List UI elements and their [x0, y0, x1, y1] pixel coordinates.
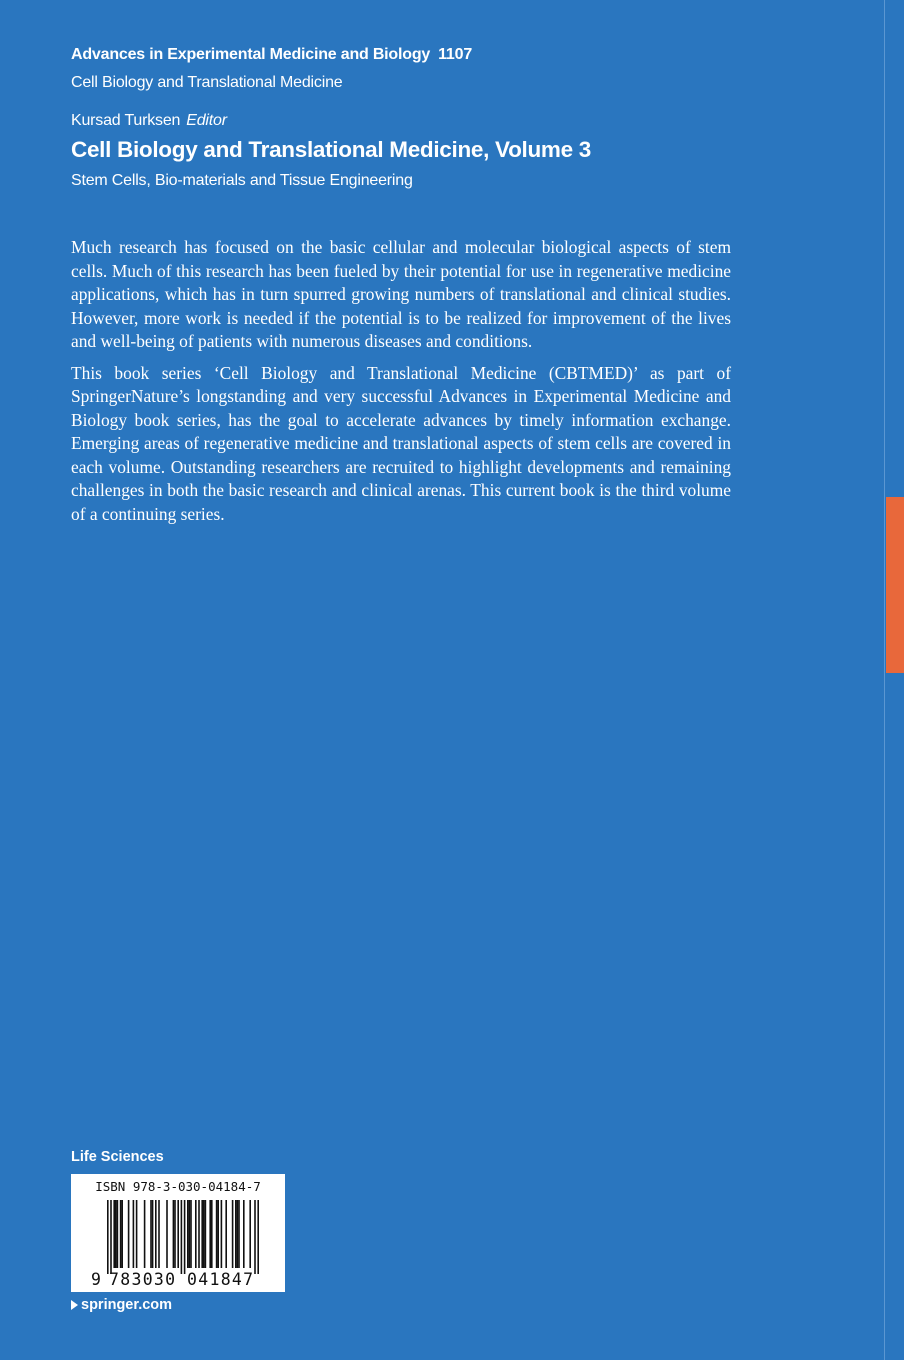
barcode-bars — [71, 1198, 285, 1274]
isbn-barcode — [71, 1174, 285, 1292]
barcode-bar — [136, 1200, 138, 1268]
series-volume-number: 1107 — [438, 46, 473, 63]
editor-role: Editor — [186, 112, 227, 129]
barcode-bar — [238, 1200, 240, 1268]
barcode-bar — [243, 1200, 245, 1268]
book-description — [71, 236, 731, 534]
barcode-bar — [217, 1200, 219, 1268]
barcode-bar — [190, 1200, 192, 1268]
barcode-bar — [201, 1200, 203, 1268]
series-heading — [71, 46, 472, 64]
barcode-bar — [152, 1200, 154, 1268]
barcode-bar — [120, 1200, 122, 1268]
publisher-url[interactable]: springer.com — [81, 1297, 173, 1313]
editor-name: Kursad Turksen — [71, 112, 181, 129]
barcode-bar — [237, 1200, 239, 1268]
barcode-guard-bar — [184, 1200, 186, 1274]
barcode-bar — [158, 1200, 160, 1268]
barcode-bar — [187, 1200, 189, 1268]
orange-edge-tab — [886, 497, 904, 673]
barcode-bar — [117, 1200, 119, 1268]
editor-credit — [71, 112, 227, 130]
barcode-guard-bar — [107, 1200, 109, 1274]
barcode-bar — [235, 1200, 237, 1268]
description-paragraph: Much research has focused on the basic cellular and molecular biological aspects of stem cells. Much of this research has been fueled by their potential for use in regenerative medicine applications, which has in turn spurred growing numbers of translational and clinical studies. However, more work is needed if the potential is to be realized for improvement of the lives and well-being of patients with numerous diseases and conditions. — [71, 237, 731, 351]
barcode-bar — [216, 1200, 218, 1268]
barcode-bar — [115, 1200, 117, 1268]
subject-category: Life Sciences — [71, 1149, 164, 1165]
book-subtitle: Stem Cells, Bio-materials and Tissue Engineering — [71, 172, 413, 189]
book-title: Cell Biology and Translational Medicine, Volume 3 — [71, 137, 591, 162]
barcode-bar — [198, 1200, 200, 1268]
spine-edge-line — [884, 0, 885, 1360]
barcode-guard-bar — [254, 1200, 256, 1274]
barcode-bar — [189, 1200, 191, 1268]
barcode-bar — [173, 1200, 175, 1268]
barcode-bar — [225, 1200, 227, 1268]
ean-first-digit: 9 — [91, 1270, 101, 1289]
barcode-bar — [166, 1200, 168, 1268]
barcode-bar — [121, 1200, 123, 1268]
barcode-bar — [144, 1200, 146, 1268]
arrow-right-icon — [71, 1300, 78, 1310]
barcode-bar — [211, 1200, 213, 1268]
barcode-bar — [203, 1200, 205, 1268]
barcode-bar — [195, 1200, 197, 1268]
description-paragraph: This book series ‘Cell Biology and Translational Medicine (CBTMED)’ as part of SpringerNature’s longstanding and very successful Advances in Experimental Medicine and Biology book series, has the goal to accelerate advances by timely information exchange. Emerging areas of regenerative medicine and translational aspects of stem cells are covered in each volume. Outstanding researchers are recruited to highlight developments and remaining challenges in both the basic research and clinical arenas. This current book is the third volume of a continuing series. — [71, 362, 731, 524]
barcode-bar — [174, 1200, 176, 1268]
isbn-label: ISBN 978-3-030-04184-7 — [95, 1179, 261, 1194]
barcode-bar — [221, 1200, 223, 1268]
publisher-website[interactable] — [71, 1297, 172, 1313]
barcode-bar — [205, 1200, 207, 1268]
barcode-guard-bar — [257, 1200, 259, 1274]
barcode-bar — [133, 1200, 135, 1268]
barcode-bar — [209, 1200, 211, 1268]
ean-right-digits: 041847 — [187, 1270, 255, 1289]
subseries-title: Cell Biology and Translational Medicine — [71, 74, 343, 91]
series-title: Advances in Experimental Medicine and Biology — [71, 46, 431, 63]
barcode-bar — [155, 1200, 157, 1268]
barcode-guard-bar — [110, 1200, 112, 1274]
barcode-guard-bar — [181, 1200, 183, 1274]
barcode-bar — [249, 1200, 251, 1268]
barcode-bar — [113, 1200, 115, 1268]
barcode-bar — [232, 1200, 234, 1268]
barcode-bar — [128, 1200, 130, 1268]
barcode-bar — [150, 1200, 152, 1268]
ean-left-digits: 783030 — [109, 1270, 177, 1289]
barcode-bar — [177, 1200, 179, 1268]
